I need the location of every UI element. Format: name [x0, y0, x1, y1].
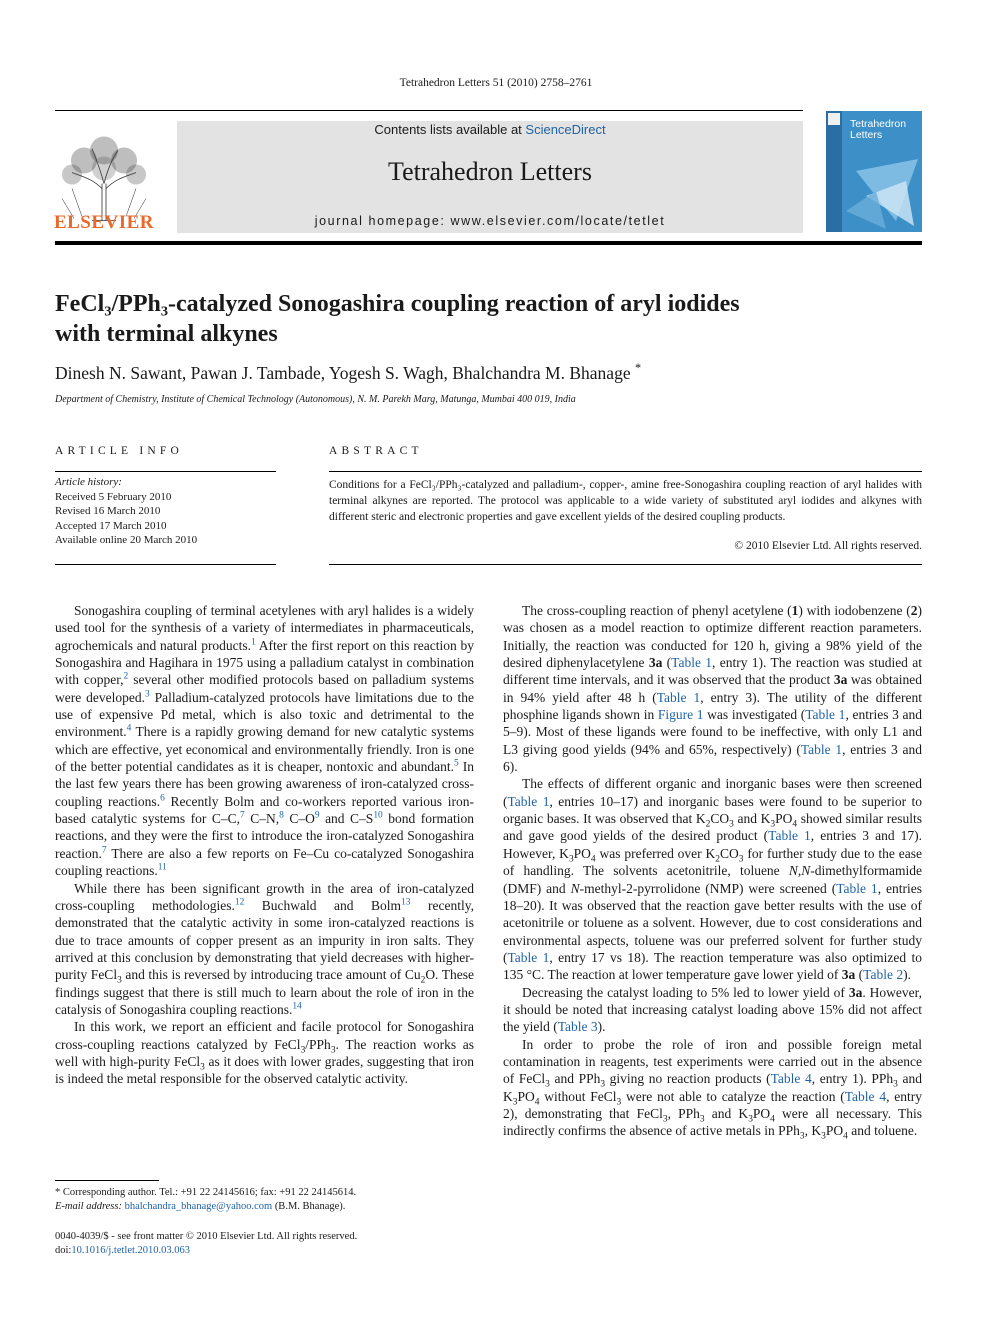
- body-paragraph: Decreasing the catalyst loading to 5% led to lower yield of 3a. However, it should be noted that increasing catalyst loading above 15% did not affect the yield (Table 3).: [503, 984, 922, 1035]
- journal-title: Tetrahedron Letters: [388, 157, 592, 186]
- abstract-text: Conditions for a FeCl₃/PPh₃-catalyzed and palladium-, copper-, amine free-Sonogashira coupling reaction of aryl halides with terminal alkynes are reported. The protocol was applicable to a wide variety of substituted aryl iodides and alkynes with different steric and electronic properties and gave excellent yields of the desired coupling products.: [329, 479, 922, 523]
- email-owner: (B.M. Bhanage).: [272, 1201, 346, 1212]
- footnote-rule: [55, 1180, 159, 1181]
- doi-link[interactable]: 10.1016/j.tetlet.2010.03.063: [71, 1245, 191, 1256]
- body-paragraph: The effects of different organic and inorganic bases were then screened (Table 1, entries 10–17) and inorganic bases were found to be superior to organic bases. It was observed that $K_2CO_3$ and $K_3PO_4$ showed similar results and gave good yields of the desired product (Table 1, entries 3 and 17). However, $K_3PO_4$ was preferred over $K_2CO_3$ for further study due to the ease of handling. The solvents acetonitrile, toluene N,N-dimethylformamide (DMF) and N-methyl-2-pyrrolidone (NMP) were screened (Table 1, entries 18–20). It was observed that the reaction gave better results with the use of acetonitrile or toluene as a solvent. However, due to cost considerations and environmental aspects, toluene was our preferred solvent for further study (Table 1, entry 17 vs 18). The reaction temperature was also optimized to 135 °C. The reaction at lower temperature gave lower yield of 3a (Table 2).: [503, 776, 923, 983]
- corresponding-contact: * Corresponding author. Tel.: +91 22 24145616; fax: +91 22 24145614.: [55, 1187, 357, 1198]
- article-title: [55, 289, 855, 349]
- body-paragraph: In order to probe the role of iron and possible foreign metal contamination in reagents, test experiments were carried out in the absence of FeCl$_3$ and PPh$_3$ giving no reaction products (Table 4, entry 1). PPh$_3$ and $K_3PO_4$ without FeCl$_3$ were not able to catalyze the reaction (Table 4, entry 2), demonstrating that FeCl$_3$, PPh$_3$ and $K_3PO_4$ were all necessary. This indirectly confirms the absence of active metals in PPh$_3$, $K_3PO_4$ and toluene.: [503, 1036, 922, 1142]
- header-rule: [55, 110, 803, 111]
- journal-citation: Tetrahedron Letters 51 (2010) 2758–2761: [399, 77, 593, 89]
- email-label: E-mail address:: [55, 1201, 125, 1212]
- body-paragraph: In this work, we report an efficient and facile protocol for Sonogashira cross-coupling reactions catalyzed by FeCl$_3$/PPh$_3$. The reaction works as well with high-purity FeCl$_3$ as it does with lower grades, suggesting that iron is indeed the metal responsible for the observed catalytic activity.: [55, 1019, 474, 1087]
- journal-cover-icon: [826, 111, 922, 232]
- history-item: Revised 16 March 2010: [55, 505, 161, 517]
- issn-line: 0040-4039/$ - see front matter © 2010 Elsevier Ltd. All rights reserved.: [55, 1231, 358, 1242]
- contents-prefix: Contents lists available at: [374, 122, 526, 137]
- front-matter-info: [55, 1230, 475, 1258]
- article-info-rule: [55, 471, 276, 472]
- body-paragraph: Sonogashira coupling of terminal acetylenes with aryl halides is a widely used tool for the synthesis of a variety of intermediates in pharmaceuticals, agrochemicals and natural products.$^1$ After the first report on this reaction by Sonogashira and Hagihara in 1975 using a palladium catalyst in combination with copper,$^2$ several other modified protocols based on palladium systems were developed.$^3$ Palladium-catalyzed protocols have limitations due to the use of expensive Pd metal, which is also toxic and detrimental to the environment.$^4$ There is a rapidly growing demand for new catalytic systems which are effective, yet economical and environmentally friendly. Iron is one of the better potential candidates as it is cheaper, nontoxic and abundant.$^5$ In the last few years there has been growing awareness of iron-catalyzed cross-coupling reactions.$^6$ Recently Bolm and co-workers reported various iron-based catalytic systems for C–C,$^7$ C–N,$^8$ C–O$^9$ and C–S$^{10}$ bond formation reactions, and they were the first to introduce the iron-catalyzed Sonogashira reaction.$^7$ There are also a few reports on Fe–Cu co-catalyzed Sonogashira coupling reactions.$^{11}$: [55, 603, 474, 879]
- history-label: Article history:: [55, 476, 122, 488]
- article-info-heading: ARTICLE INFO: [55, 445, 183, 457]
- history-item: Received 5 February 2010: [55, 490, 172, 503]
- article-title-line: FeCl₃/PPh₃-catalyzed Sonogashira coupling reaction of aryl iodides: [55, 291, 740, 317]
- author-names: Dinesh N. Sawant, Pawan J. Tambade, Yogesh S. Wagh, Bhalchandra M. Bhanage: [55, 363, 631, 383]
- body-column-left: [55, 602, 474, 1088]
- email-link[interactable]: bhalchandra_bhanage@yahoo.com: [124, 1201, 273, 1212]
- article-history: [55, 475, 276, 548]
- journal-masthead: [177, 121, 803, 233]
- cover-title-line1: Tetrahedron: [850, 118, 907, 130]
- abstract-rule: [329, 471, 922, 472]
- affiliation: Department of Chemistry, Institute of Chemical Technology (Autonomous), N. M. Parekh Marg, Matunga, Mumbai 400 019, India: [55, 394, 576, 405]
- email-line: [55, 1200, 475, 1214]
- sciencedirect-link[interactable]: ScienceDirect: [525, 122, 606, 137]
- doi-prefix: doi:: [55, 1245, 72, 1256]
- corresponding-author-mark[interactable]: *: [634, 361, 642, 376]
- body-paragraph: The cross-coupling reaction of phenyl acetylene (1) with iodobenzene (2) was chosen as a model reaction to optimize different reaction parameters. Initially, the reaction was conducted for 120 h, giving a 98% yield of the desired diphenylacetylene 3a (Table 1, entry 1). The reaction was studied at different time intervals, and it was observed that the product 3a was obtained in 94% yield after 48 h (Table 1, entry 3). The utility of the different phosphine ligands shown in Figure 1 was investigated (Table 1, entries 3 and 5–9). Most of these ligands were found to be ineffective, with only L1 and L3 giving good yields (94% and 65%, respectively) (Table 1, entries 3 and 6).: [503, 603, 923, 775]
- history-item: Available online 20 March 2010: [55, 534, 198, 546]
- abstract-copyright: © 2010 Elsevier Ltd. All rights reserved.: [734, 540, 922, 552]
- history-item: Accepted 17 March 2010: [55, 519, 167, 532]
- body-column-right: [503, 602, 922, 1140]
- elsevier-logo-text: ELSEVIER: [53, 212, 155, 233]
- journal-homepage[interactable]: journal homepage: www.elsevier.com/locate/tetlet: [314, 214, 666, 228]
- contents-availability: [177, 121, 803, 137]
- author-list: [55, 363, 905, 384]
- body-paragraph: While there has been significant growth in the area of iron-catalyzed cross-coupling methodologies.$^{12}$ Buchwald and Bolm$^{13}$ recently, demonstrated that the catalytic activity in some iron-catalyzed reactions is due to trace amounts of copper present as an impurity in iron salts. They arrived at this conclusion by demonstrating that yield decreases with higher-purity FeCl$_3$ and this is reversed by introducing trace amount of $Cu_2O$. These findings suggest that there is still much to learn about the role of iron in the catalysis of Sonogashira coupling reactions.$^{14}$: [55, 880, 474, 1017]
- cover-title: [850, 119, 906, 141]
- doi-line: [55, 1244, 475, 1258]
- abstract-heading: ABSTRACT: [329, 445, 423, 457]
- abstract-bottom-rule: [329, 564, 922, 565]
- article-title-line: with terminal alkynes: [55, 321, 278, 347]
- article-info-bottom-rule: [55, 564, 276, 565]
- header-thick-rule: [55, 241, 922, 245]
- corresponding-author-footnote: [55, 1186, 475, 1214]
- cover-title-line2: Letters: [850, 129, 883, 141]
